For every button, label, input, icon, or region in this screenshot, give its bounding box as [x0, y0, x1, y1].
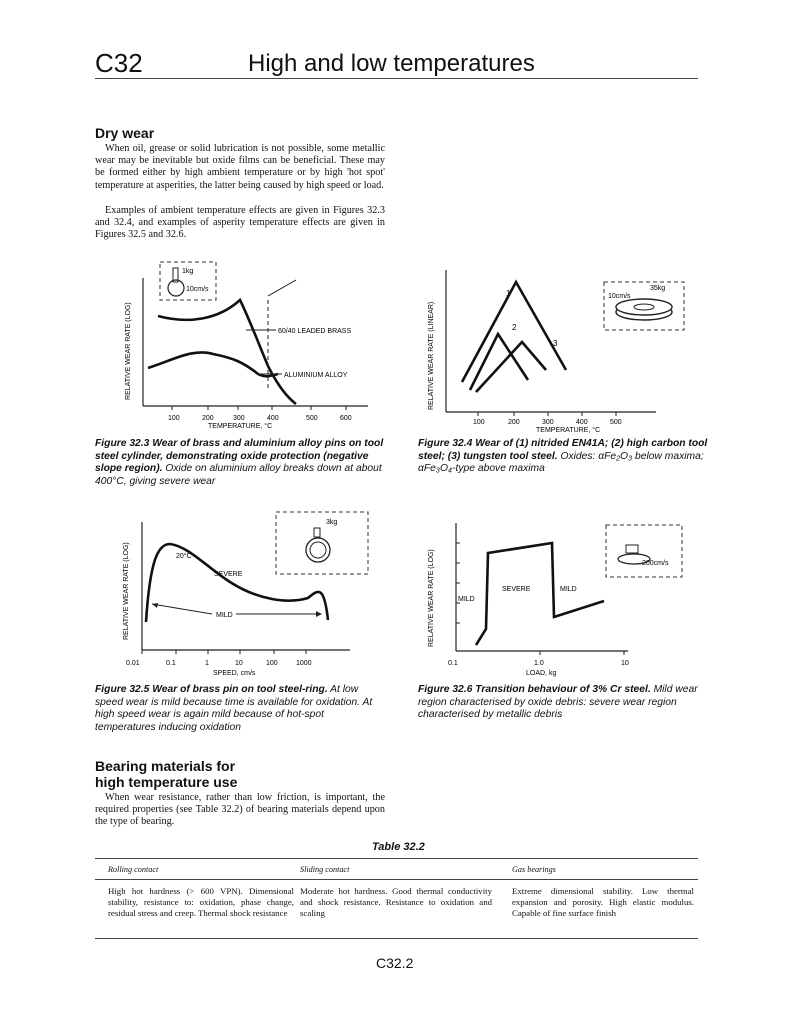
fig326-tick-0.1: 0.1 [448, 660, 458, 667]
fig326-tick-1.0: 1.0 [534, 660, 544, 667]
bearing-heading-line-2: high temperature use [95, 774, 238, 790]
fig324-curve-3 [476, 342, 546, 392]
dry-wear-paragraph-1: When oil, grease or solid lubrication is not possible, some metallic wear may be inevitable but oxide films can be beneficial. These may be formed either by high ambient temperature or by high 'hot spot' temperature at asperities, the latter being caused by high speed or load. [95, 143, 385, 191]
fig325-pin-icon [314, 528, 320, 537]
table-header-rolling: Rolling contact [108, 865, 159, 874]
fig324-curve-1 [462, 282, 566, 382]
table-title: Table 32.2 [372, 841, 425, 853]
fig323-tick-200: 200 [202, 415, 214, 422]
fig326-wear-curve [476, 543, 604, 645]
fig326-label-mild-left: MILD [458, 596, 475, 603]
fig323-tick-300: 300 [233, 415, 245, 422]
fig323-tick-400: 400 [267, 415, 279, 422]
fig324-tick-100: 100 [473, 419, 485, 426]
figure-32-3-caption: Figure 32.3 Wear of brass and aluminium alloy pins on tool steel cylinder, demonstrating oxide protection (negative slope region). Oxide on aluminium alloy breaks down at about 400°C, giving severe wear [95, 438, 384, 487]
fig324-tick-400: 400 [576, 419, 588, 426]
table-cell-sliding: Moderate hot hardness. Good thermal conductivity and shock resistance. Resistance to oxidation and scaling [300, 886, 492, 918]
bearing-paragraph: When wear resistance, rather than low friction, is important, the required properties (see Table 32.2) of bearing materials depend upon the type of bearing. [95, 792, 385, 828]
fig326-inset-box [606, 525, 682, 577]
fig324-speed: 10cm/s [608, 293, 631, 300]
fig323-ylabel: RELATIVE WEAR RATE (LOG) [125, 302, 132, 400]
bearing-heading-line-1: Bearing materials for [95, 758, 236, 774]
fig326-speed: 200cm/s [642, 560, 669, 567]
fig325-ylabel: RELATIVE WEAR RATE (LOG) [123, 542, 130, 640]
dry-wear-heading: Dry wear [95, 125, 155, 141]
fig325-mild-arrow-left [152, 604, 212, 614]
figure-32-6-chart [418, 515, 698, 680]
fig323-speed: 10cm/s [186, 286, 209, 293]
figure-32-5-caption: Figure 32.5 Wear of brass pin on tool steel-ring. At low speed wear is mild because time is available for oxidation. At high speed wear is again mild because of hot-spot temperatures inducing oxidation [95, 684, 373, 733]
header-rule [95, 78, 698, 79]
fig326-label-mild-right: MILD [560, 586, 577, 593]
fig324-tick-300: 300 [542, 419, 554, 426]
fig325-temp: 20°C [176, 553, 192, 560]
fig325-tick-1000: 1000 [296, 660, 312, 667]
fig325-load: 3kg [326, 519, 338, 526]
fig325-tick-100: 100 [266, 660, 278, 667]
fig324-curve-label-2: 2 [512, 323, 517, 332]
fig323-label-alu: ALUMINIUM ALLOY [284, 372, 348, 379]
bearing-heading [95, 758, 237, 790]
fig324-load: 35kg [650, 285, 666, 292]
fig325-tick-0.1: 0.1 [166, 660, 176, 667]
fig324-curve-2 [470, 334, 528, 390]
fig323-brass-curve [158, 300, 296, 404]
table-header-sliding: Sliding contact [300, 865, 350, 874]
fig323-tick-100: 100 [168, 415, 180, 422]
table-cell-rolling: High hot hardness (> 600 VPN). Dimensional stability, resistance to: oxidation, phase change, residual stress and creep. Thermal shock resistance [108, 886, 294, 918]
table-cell-gas: Extreme dimensional stability. Low thermal expansion and porosity. High elastic modulus. Capable of fine surface finish [512, 886, 694, 918]
section-code: C32 [95, 48, 143, 78]
fig326-tick-10: 10 [621, 660, 629, 667]
fig326-pin-icon [626, 545, 638, 553]
dry-wear-paragraph-2: Examples of ambient temperature effects are given in Figures 32.3 and 32.4, and examples of asperity temperature effects are given in Figures 32.5 and 32.6. [95, 205, 385, 241]
table-top-rule [95, 858, 698, 859]
figure-32-4-chart [418, 260, 698, 438]
fig325-label-severe: SEVERE [214, 571, 243, 578]
page-title: High and low temperatures [248, 50, 535, 77]
table-header-gas: Gas bearings [512, 865, 556, 874]
table-header-rule [95, 879, 698, 880]
fig324-tick-200: 200 [508, 419, 520, 426]
fig326-ylabel: RELATIVE WEAR RATE (LOG) [428, 549, 435, 647]
figure-32-5-chart [118, 510, 388, 682]
table-bottom-rule [95, 938, 698, 939]
fig325-wear-curve [146, 544, 328, 622]
fig323-aluminium-curve [148, 352, 278, 376]
fig323-brass-tail [268, 280, 296, 296]
fig323-load: 1kg [182, 268, 194, 275]
fig326-label-severe: SEVERE [502, 586, 531, 593]
fig324-xlabel: TEMPERATURE, °C [536, 427, 601, 434]
fig324-curve-label-1: 1 [506, 289, 511, 298]
fig325-label-mild: MILD [216, 612, 233, 619]
fig323-tick-600: 600 [340, 415, 352, 422]
page-number: C32.2 [376, 955, 414, 971]
fig324-curve-label-3: 3 [553, 339, 558, 348]
fig325-tick-0.01: 0.01 [126, 660, 140, 667]
fig325-xlabel: SPEED, cm/s [213, 670, 256, 677]
figure-32-3-chart [118, 258, 390, 436]
figure-32-6-caption: Figure 32.6 Transition behaviour of 3% Cr steel. Mild wear region characterised by oxide debris: severe wear region characterised by metallic debris [418, 684, 698, 720]
fig323-label-brass: 60/40 LEADED BRASS [278, 328, 352, 335]
fig324-tick-500: 500 [610, 419, 622, 426]
fig324-ylabel: RELATIVE WEAR RATE (LINEAR) [428, 301, 435, 410]
fig325-tick-10: 10 [235, 660, 243, 667]
fig323-xlabel: TEMPERATURE, °C [208, 423, 273, 430]
fig323-tick-500: 500 [306, 415, 318, 422]
fig326-xlabel: LOAD, kg [526, 670, 557, 677]
figure-32-4-caption: Figure 32.4 Wear of (1) nitrided EN41A; (2) high carbon tool steel; (3) tungsten tool steel. Oxides: αFe₂O₃ below maxima; αFe₃O₄-type above maxima [418, 438, 708, 474]
fig323-ticks [172, 406, 346, 410]
fig325-tick-1: 1 [205, 660, 209, 667]
fig324-ticks [478, 412, 616, 416]
